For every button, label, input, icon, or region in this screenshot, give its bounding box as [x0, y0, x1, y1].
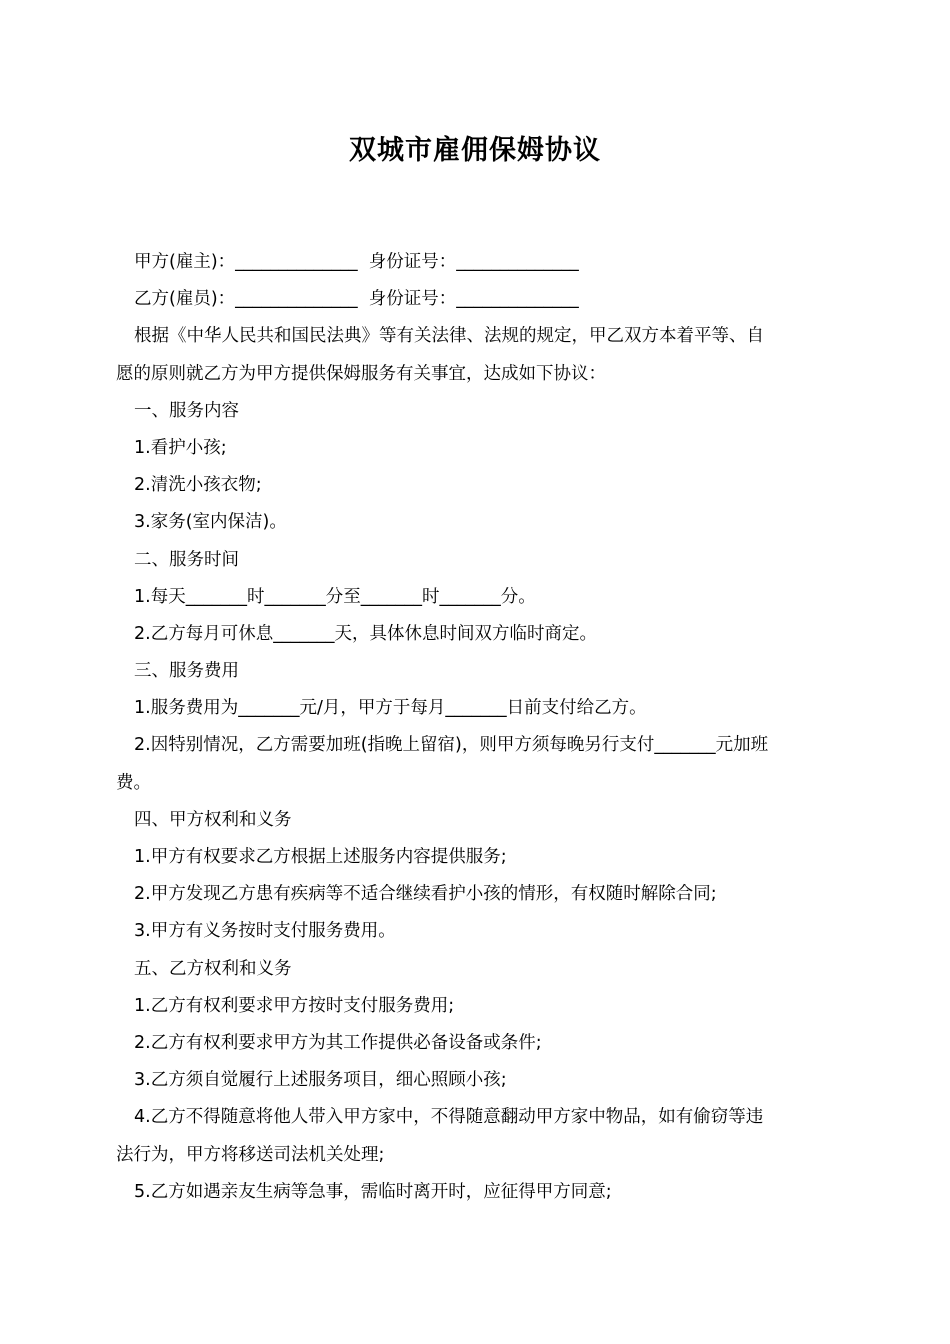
clause-line: 1.每天_______时_______分至_______时_______分。: [134, 586, 536, 607]
party-a-line: 甲方(雇主)：______________ 身份证号：______________: [134, 252, 579, 272]
clause-line: 2.清洗小孩衣物;: [134, 475, 262, 496]
clause-line: 2.乙方每月可休息_______天，具体休息时间双方临时商定。: [134, 623, 597, 644]
clause-line: 5.乙方如遇亲友生病等急事，需临时离开时，应征得甲方同意;: [134, 1181, 612, 1202]
clause-line: 1.服务费用为_______元/月，甲方于每月_______日前支付给乙方。: [134, 698, 647, 719]
section-heading-service-time: 二、服务时间: [134, 549, 239, 570]
clause-line-continued: 费。: [116, 772, 151, 793]
clause-line: 3.家务(室内保洁)。: [134, 512, 287, 533]
clause-line: 1.乙方有权利要求甲方按时支付服务费用;: [134, 995, 455, 1016]
section-heading-party-a-rights: 四、甲方权利和义务: [134, 809, 292, 830]
clause-line-continued: 法行为，甲方将移送司法机关处理;: [116, 1144, 385, 1165]
document-body: [116, 244, 838, 1211]
section-heading-service-content: 一、服务内容: [134, 400, 239, 421]
clause-line: 3.乙方须自觉履行上述服务项目，细心照顾小孩;: [134, 1070, 507, 1091]
clause-line: 3.甲方有义务按时支付服务费用。: [134, 921, 396, 942]
preamble-line-1: 根据《中华人民共和国民法典》等有关法律、法规的规定，甲乙双方本着平等、自: [134, 326, 764, 347]
clause-line: 2.甲方发现乙方患有疾病等不适合继续看护小孩的情形，有权随时解除合同;: [134, 884, 717, 905]
preamble-line-2: 愿的原则就乙方为甲方提供保姆服务有关事宜，达成如下协议：: [116, 363, 606, 384]
clause-line: 2.因特别情况，乙方需要加班(指晚上留宿)，则甲方须每晚另行支付_______元加班: [134, 735, 769, 756]
clause-line: 1.看护小孩;: [134, 437, 227, 458]
clause-line: 1.甲方有权要求乙方根据上述服务内容提供服务;: [134, 847, 507, 867]
clause-line: 4.乙方不得随意将他人带入甲方家中，不得随意翻动甲方家中物品，如有偷窃等违: [134, 1107, 764, 1128]
clause-line: 2.乙方有权利要求甲方为其工作提供必备设备或条件;: [134, 1032, 542, 1053]
party-b-line: 乙方(雇员)：______________ 身份证号：______________: [134, 289, 579, 310]
section-heading-party-b-rights: 五、乙方权利和义务: [134, 958, 292, 979]
document-title: 双城市雇佣保姆协议: [349, 135, 601, 166]
section-heading-service-fee: 三、服务费用: [134, 661, 239, 682]
